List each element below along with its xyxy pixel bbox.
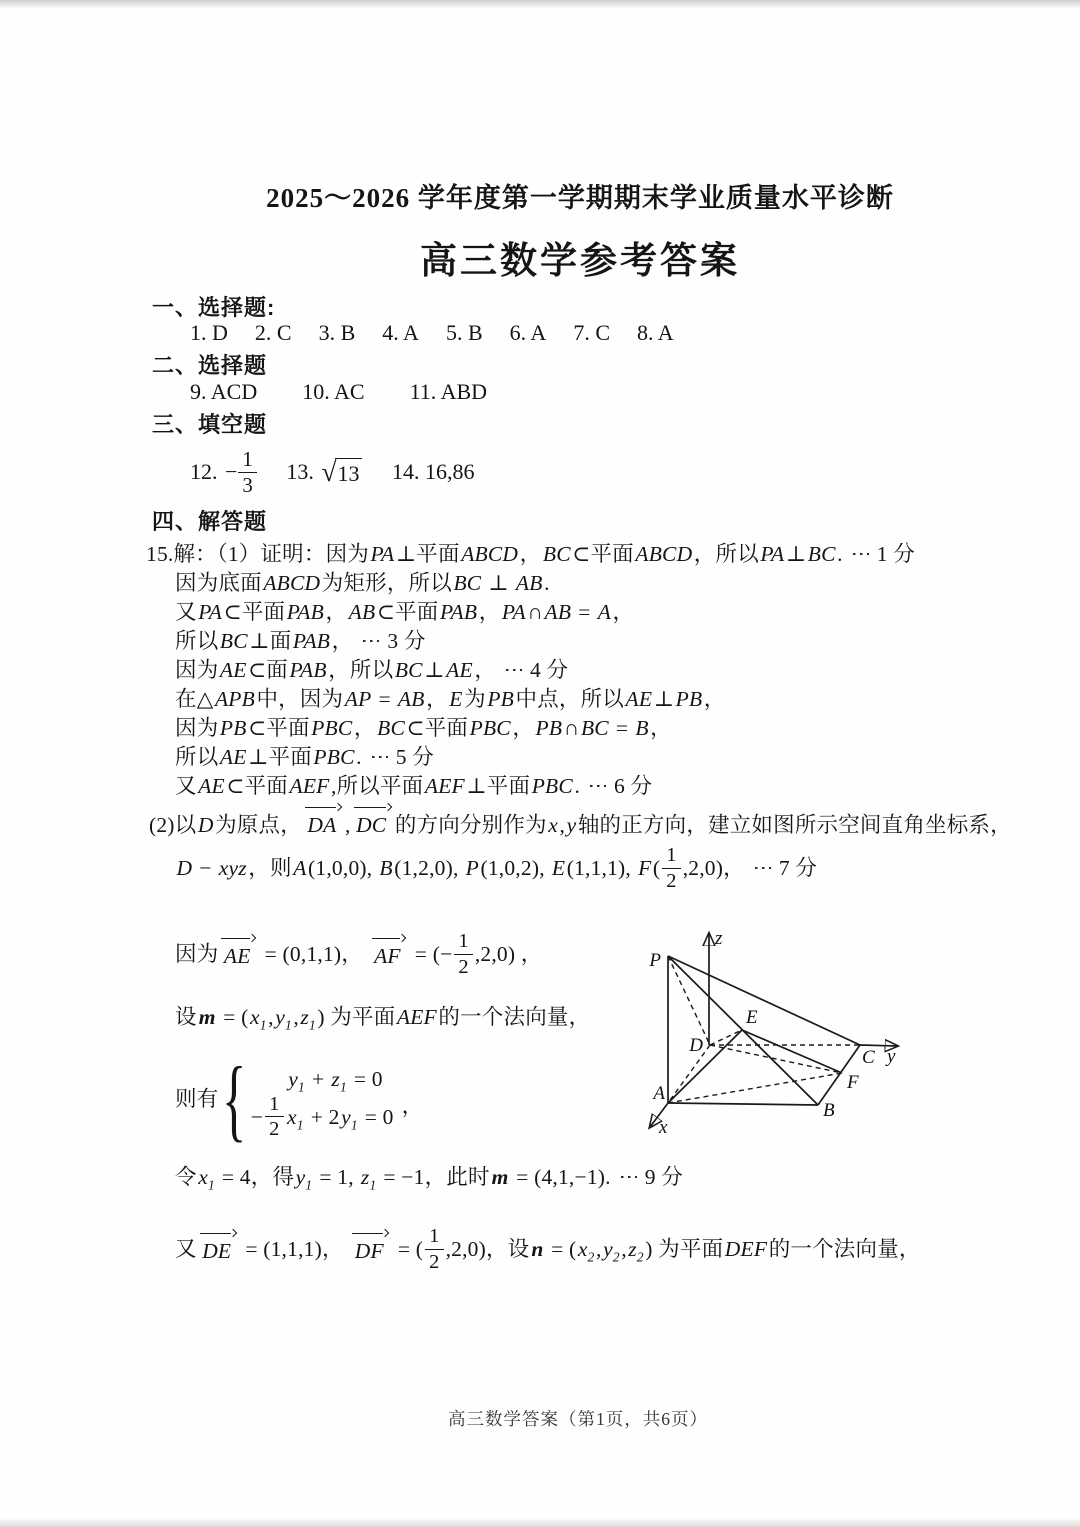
math-run: F bbox=[638, 856, 652, 880]
math-run: PAB bbox=[292, 629, 331, 653]
solution-line-1 bbox=[146, 539, 934, 569]
text-run: (1,1,1), bbox=[566, 856, 637, 880]
text-run: ( bbox=[652, 856, 661, 880]
text-run: (1,0,2), bbox=[480, 856, 551, 880]
figure-label-F: F bbox=[847, 1072, 859, 1093]
text-run: ， bbox=[331, 629, 354, 653]
text-run: ) 为平面 bbox=[317, 1005, 396, 1029]
text-run: 中点，所以 bbox=[515, 687, 625, 711]
text-run: 为矩形，所以 bbox=[321, 571, 452, 595]
math-run: ABCD bbox=[461, 542, 519, 566]
text-run: ⊂平面 bbox=[572, 542, 634, 566]
choice-answers-row1 bbox=[190, 320, 674, 346]
bold-math-run: m bbox=[491, 1165, 509, 1189]
math-run: $x_1$ bbox=[249, 1005, 267, 1033]
text-run: 7 分 bbox=[778, 856, 818, 880]
math-run: APB bbox=[214, 687, 255, 711]
text-run: 9 分 bbox=[644, 1165, 683, 1189]
figure-label-C: C bbox=[862, 1047, 875, 1068]
text-run: 15.解：（1）证明：因为 bbox=[146, 542, 369, 566]
text-run: 又 bbox=[175, 1237, 197, 1261]
math-run: PBC bbox=[311, 716, 353, 740]
figure-label-B: B bbox=[823, 1100, 835, 1121]
text-run: = (1,1,1)， bbox=[239, 1237, 350, 1261]
text-run: 6 分 bbox=[614, 774, 653, 798]
text-run: ， bbox=[612, 600, 635, 624]
math-run: E bbox=[551, 856, 566, 880]
math-run: $x_1$ bbox=[287, 1104, 304, 1132]
figure-label-E: E bbox=[746, 1007, 758, 1028]
figure-label-A: A bbox=[653, 1083, 665, 1104]
text-run: (2)以 bbox=[149, 813, 197, 837]
vector-name: DE bbox=[202, 1239, 232, 1263]
text-run: 所以 bbox=[175, 629, 219, 653]
text-run: ) 为平面 bbox=[645, 1237, 724, 1261]
text-run: = (4,1,−1). bbox=[510, 1165, 611, 1189]
math-run: $x_1$ bbox=[198, 1165, 215, 1193]
text-run: ，则 bbox=[248, 856, 292, 880]
section3-heading: 三、填空题 bbox=[152, 412, 268, 437]
math-run: AB bbox=[397, 687, 425, 711]
text-run: 为原点， bbox=[215, 813, 302, 837]
text-run: 的一个法向量， bbox=[438, 1005, 591, 1029]
figure-label-x: x bbox=[659, 1117, 668, 1136]
math-run: AE bbox=[219, 658, 247, 682]
text-run: ⊂平面 bbox=[406, 716, 469, 740]
text-run: . bbox=[544, 571, 550, 595]
math-run: y bbox=[566, 813, 577, 837]
math-run: PBC bbox=[313, 745, 355, 769]
vector-name: DF bbox=[354, 1239, 384, 1263]
math-run: $y_1$ bbox=[275, 1005, 292, 1033]
math-run: PA bbox=[501, 600, 526, 624]
text-run: = 4，得 bbox=[216, 1165, 295, 1189]
vector-arrow bbox=[351, 1232, 389, 1266]
math-run: BC bbox=[580, 716, 609, 740]
answer-item: 4. A bbox=[382, 320, 419, 345]
figure-label-D: D bbox=[689, 1035, 703, 1056]
text-run: ⊥ bbox=[482, 571, 515, 595]
math-run: AEF bbox=[396, 1005, 437, 1029]
solution-line-5 bbox=[175, 655, 934, 685]
text-run: 因为 bbox=[175, 942, 219, 966]
text-run: . bbox=[574, 774, 581, 798]
cases-equation-1 bbox=[251, 1063, 394, 1095]
text-run: ⊂平面 bbox=[248, 716, 310, 740]
math-run: xyz bbox=[218, 856, 247, 880]
text-run: ∩ bbox=[563, 716, 580, 740]
fraction: $\frac{1}{2}$ bbox=[454, 930, 472, 977]
text-run: 的方向分别作为 bbox=[394, 813, 547, 837]
math-run: AEF bbox=[289, 774, 330, 798]
dot-leader bbox=[372, 756, 388, 759]
section2-heading: 二、选择题 bbox=[152, 353, 268, 378]
text-run: 在△ bbox=[175, 687, 214, 711]
text-run: ， bbox=[512, 716, 535, 740]
math-run: BC bbox=[453, 571, 482, 595]
math-run: AB bbox=[544, 600, 572, 624]
text-run: ， bbox=[353, 716, 376, 740]
answer-item: 7. C bbox=[573, 320, 611, 345]
cases-brace: { bbox=[222, 1048, 247, 1150]
text-run: 设 bbox=[175, 1005, 197, 1029]
answer-item: 8. A bbox=[637, 320, 674, 345]
text-run: ⊥面 bbox=[249, 629, 292, 653]
text-run: 为 bbox=[464, 687, 486, 711]
cases-equation-2 bbox=[250, 1092, 394, 1140]
page-footer: 高三数学答案（第1页，共6页） bbox=[448, 1409, 708, 1429]
math-run: BC bbox=[542, 542, 571, 566]
text-run: 轴的正方向，建立如图所示空间直角坐标系， bbox=[577, 813, 1012, 837]
answer-item: 1. D bbox=[190, 320, 228, 345]
text-run: 14. 16,86 bbox=[364, 459, 475, 484]
math-run: P bbox=[465, 856, 479, 880]
text-run: 因为 bbox=[175, 716, 219, 740]
math-run: PA bbox=[198, 600, 223, 624]
dot-leader bbox=[755, 867, 771, 870]
math-run: ABCD bbox=[263, 571, 321, 595]
answer-item: 3. B bbox=[318, 320, 356, 345]
text-run: ⊂平面 bbox=[223, 600, 286, 624]
figure-label-y: y bbox=[887, 1046, 896, 1067]
text-run: , bbox=[344, 813, 351, 837]
math-run: BC bbox=[377, 716, 405, 740]
math-run: BC bbox=[807, 542, 836, 566]
edge-PC bbox=[668, 956, 860, 1045]
text-run: = bbox=[610, 716, 634, 740]
math-run: ABCD bbox=[635, 542, 693, 566]
math-run: $z_2$ bbox=[628, 1237, 644, 1265]
text-run: = −1，此时 bbox=[377, 1165, 490, 1189]
cases-label: 则有 bbox=[175, 1087, 219, 1111]
math-run: PBC bbox=[531, 774, 573, 798]
text-run: ， bbox=[474, 658, 497, 682]
text-run: ，所以 bbox=[693, 542, 759, 566]
text-run: . bbox=[837, 542, 843, 566]
scan-edge-top bbox=[0, 0, 1080, 9]
solution-line-7 bbox=[175, 713, 672, 743]
math-run: $z_1$ bbox=[331, 1066, 347, 1094]
text-run: ⊥ bbox=[653, 687, 675, 711]
text-run: 中，因为 bbox=[256, 687, 344, 711]
section1-heading: 一、选择题: bbox=[152, 295, 276, 320]
text-run: ⊂平面 bbox=[226, 774, 288, 798]
text-run: ⊥ bbox=[785, 542, 807, 566]
math-run: AE bbox=[625, 687, 653, 711]
text-run: 4 分 bbox=[530, 658, 569, 682]
segment-DE bbox=[710, 1030, 742, 1045]
edge-AB bbox=[668, 1103, 818, 1105]
figure-label-P: P bbox=[649, 950, 661, 971]
math-run: AE bbox=[219, 745, 247, 769]
solution-line-3 bbox=[175, 597, 634, 627]
cases-tail-comma: ， bbox=[401, 1094, 424, 1118]
text-run: ， bbox=[478, 600, 501, 624]
math-run: E bbox=[449, 687, 463, 711]
square-root: √ 13 bbox=[321, 458, 362, 487]
text-run: , bbox=[268, 1005, 274, 1029]
text-run: ⊥平面 bbox=[395, 542, 460, 566]
text-run: = ( bbox=[217, 1005, 249, 1029]
math-run: PBC bbox=[469, 716, 511, 740]
text-run: . bbox=[356, 745, 362, 769]
choice-answers-row2 bbox=[190, 379, 487, 405]
answer-item: 6. A bbox=[509, 320, 547, 345]
text-run: 3 分 bbox=[387, 629, 426, 653]
coordinate-figure bbox=[635, 918, 907, 1136]
math-run: BC bbox=[394, 658, 423, 682]
text-run: (1,2,0), bbox=[394, 856, 465, 880]
edge-PD bbox=[668, 956, 710, 1045]
pyramid-diagram bbox=[635, 918, 907, 1136]
text-run: = ( bbox=[392, 1237, 424, 1261]
math-run: $y_1$ bbox=[341, 1104, 358, 1132]
text-run: ⊥ bbox=[424, 658, 445, 682]
fraction: $\frac{1}{2}$ bbox=[662, 844, 680, 891]
solution-line-2 bbox=[175, 568, 550, 598]
text-run: ⊥平面 bbox=[248, 745, 312, 769]
text-run: ， bbox=[519, 542, 542, 566]
figure-label-z: z bbox=[715, 928, 723, 949]
math-run: AE bbox=[446, 658, 473, 682]
text-run: = (0,1,1)， bbox=[259, 942, 369, 966]
dot-leader bbox=[853, 553, 869, 556]
math-run: B bbox=[635, 716, 649, 740]
solution-line-10 bbox=[149, 806, 1012, 840]
fill-in-answers bbox=[190, 441, 474, 503]
vector-name: DC bbox=[356, 813, 387, 837]
solution-line-6 bbox=[175, 684, 725, 714]
text-run: ,所以平面 bbox=[331, 774, 424, 798]
text-run: + bbox=[306, 1066, 330, 1091]
fraction: $\frac{1}{2}$ bbox=[425, 1225, 443, 1272]
math-run: $y_1$ bbox=[295, 1165, 313, 1193]
solution-line-12 bbox=[175, 926, 543, 982]
scan-edge-bottom bbox=[0, 1518, 1080, 1527]
math-run: A bbox=[293, 856, 307, 880]
text-run: 因为 bbox=[175, 658, 219, 682]
solution-line-14-cases bbox=[175, 1044, 423, 1154]
text-run: 5 分 bbox=[395, 745, 434, 769]
solution-line-16 bbox=[175, 1220, 921, 1278]
math-run: x bbox=[548, 813, 558, 837]
vector-arrow bbox=[220, 937, 256, 971]
vector-name: AF bbox=[374, 944, 401, 968]
math-run: BC bbox=[219, 629, 248, 653]
math-run: PAB bbox=[286, 600, 324, 624]
math-run: PA bbox=[760, 542, 785, 566]
text-run: (1,0,0), bbox=[308, 856, 378, 880]
math-run: PB bbox=[487, 687, 514, 711]
text-run: = bbox=[372, 687, 397, 711]
text-run: ， bbox=[325, 600, 348, 624]
text-run: , bbox=[293, 1005, 299, 1029]
vector-arrow bbox=[304, 806, 342, 840]
text-run: ⊥平面 bbox=[466, 774, 531, 798]
text-run: = 0 bbox=[348, 1066, 383, 1091]
math-run: AP bbox=[344, 687, 372, 711]
text-run: ， bbox=[703, 687, 726, 711]
math-run: PB bbox=[535, 716, 563, 740]
fraction: − $\frac{1}{3}$ bbox=[225, 448, 257, 496]
dot-leader bbox=[363, 640, 379, 643]
page-title: 高三数学参考答案 bbox=[420, 240, 740, 281]
math-run: $y_2$ bbox=[603, 1237, 620, 1265]
text-run: , bbox=[596, 1237, 602, 1261]
text-run: , bbox=[621, 1237, 627, 1261]
segment-DF bbox=[710, 1045, 842, 1073]
solution-line-9 bbox=[175, 771, 934, 801]
answer-item: 2. C bbox=[254, 320, 292, 345]
math-run: PAB bbox=[289, 658, 327, 682]
text-run: 1 分 bbox=[876, 542, 915, 566]
dot-leader bbox=[621, 1176, 637, 1179]
vector-name: DA bbox=[307, 813, 337, 837]
solution-line-13 bbox=[175, 1002, 590, 1032]
text-run: ⊂平面 bbox=[376, 600, 439, 624]
solution-line-4 bbox=[175, 626, 934, 656]
math-run: $x_2$ bbox=[577, 1237, 595, 1265]
exam-title: 2025～2026 学年度第一学期期末学业质量水平诊断 bbox=[266, 183, 894, 213]
answer-item: 11. ABD bbox=[409, 379, 488, 404]
text-run: ,2,0) ， bbox=[474, 942, 543, 966]
answer-item: 9. ACD bbox=[190, 379, 258, 404]
math-run: PA bbox=[370, 542, 395, 566]
vector-arrow bbox=[353, 806, 392, 840]
math-run: AE bbox=[198, 774, 225, 798]
text-run: = 0 bbox=[359, 1104, 394, 1129]
math-run: $z_1$ bbox=[300, 1005, 316, 1033]
bold-math-run: n bbox=[531, 1237, 544, 1261]
vector-arrow bbox=[371, 937, 407, 971]
math-run: PB bbox=[219, 716, 247, 740]
text-run: 13. bbox=[258, 459, 320, 484]
text-run: 令 bbox=[175, 1165, 197, 1189]
vector-arrow bbox=[199, 1232, 237, 1266]
text-run: = bbox=[572, 600, 597, 624]
text-run: = (− bbox=[409, 942, 453, 966]
answer-item: 10. AC bbox=[302, 379, 365, 404]
math-run: DEF bbox=[724, 1237, 768, 1261]
solution-line-8 bbox=[175, 742, 934, 772]
text-run: ,2,0)，设 bbox=[445, 1237, 530, 1261]
text-run: − bbox=[250, 1104, 264, 1129]
answer-item: 5. B bbox=[445, 320, 483, 345]
math-run: D bbox=[176, 856, 193, 880]
text-run: ∩ bbox=[527, 600, 544, 624]
math-run: D bbox=[197, 813, 214, 837]
dot-leader bbox=[590, 785, 606, 788]
dot-leader bbox=[506, 669, 522, 672]
text-run: ⊂面 bbox=[248, 658, 288, 682]
text-run: ,2,0)， bbox=[682, 856, 745, 880]
text-run: ， bbox=[650, 716, 672, 740]
text-run: ， bbox=[426, 687, 448, 711]
math-run: $y_1$ bbox=[288, 1066, 305, 1094]
text-run: 的一个法向量， bbox=[768, 1237, 921, 1261]
math-run: AB bbox=[348, 600, 376, 624]
solution-line-11 bbox=[175, 840, 934, 896]
cases-rows bbox=[250, 1063, 394, 1140]
text-run: 所以 bbox=[175, 745, 219, 769]
math-run: B bbox=[379, 856, 393, 880]
text-run: , bbox=[559, 813, 566, 837]
segment-EF bbox=[742, 1030, 842, 1073]
fraction: $\frac{1}{2}$ bbox=[265, 1093, 283, 1140]
text-run: 又 bbox=[175, 774, 197, 798]
text-run: = ( bbox=[545, 1237, 577, 1261]
math-run: AEF bbox=[424, 774, 465, 798]
section4-heading: 四、解答题 bbox=[152, 509, 268, 534]
bold-math-run: m bbox=[198, 1005, 216, 1029]
text-run: 12. bbox=[190, 459, 223, 484]
math-run: A bbox=[597, 600, 612, 624]
math-run: PB bbox=[675, 687, 703, 711]
text-run: 又 bbox=[175, 600, 197, 624]
text-run: ，所以 bbox=[328, 658, 394, 682]
text-run: 因为底面 bbox=[175, 571, 262, 595]
math-run: $z_1$ bbox=[360, 1165, 377, 1193]
text-run: − bbox=[193, 856, 218, 880]
math-run: PAB bbox=[439, 600, 478, 624]
math-run: AB bbox=[515, 571, 543, 595]
text-run: + 2 bbox=[305, 1104, 340, 1129]
text-run: = 1, bbox=[313, 1165, 360, 1189]
vector-name: AE bbox=[223, 944, 251, 968]
solution-line-15 bbox=[175, 1162, 934, 1192]
